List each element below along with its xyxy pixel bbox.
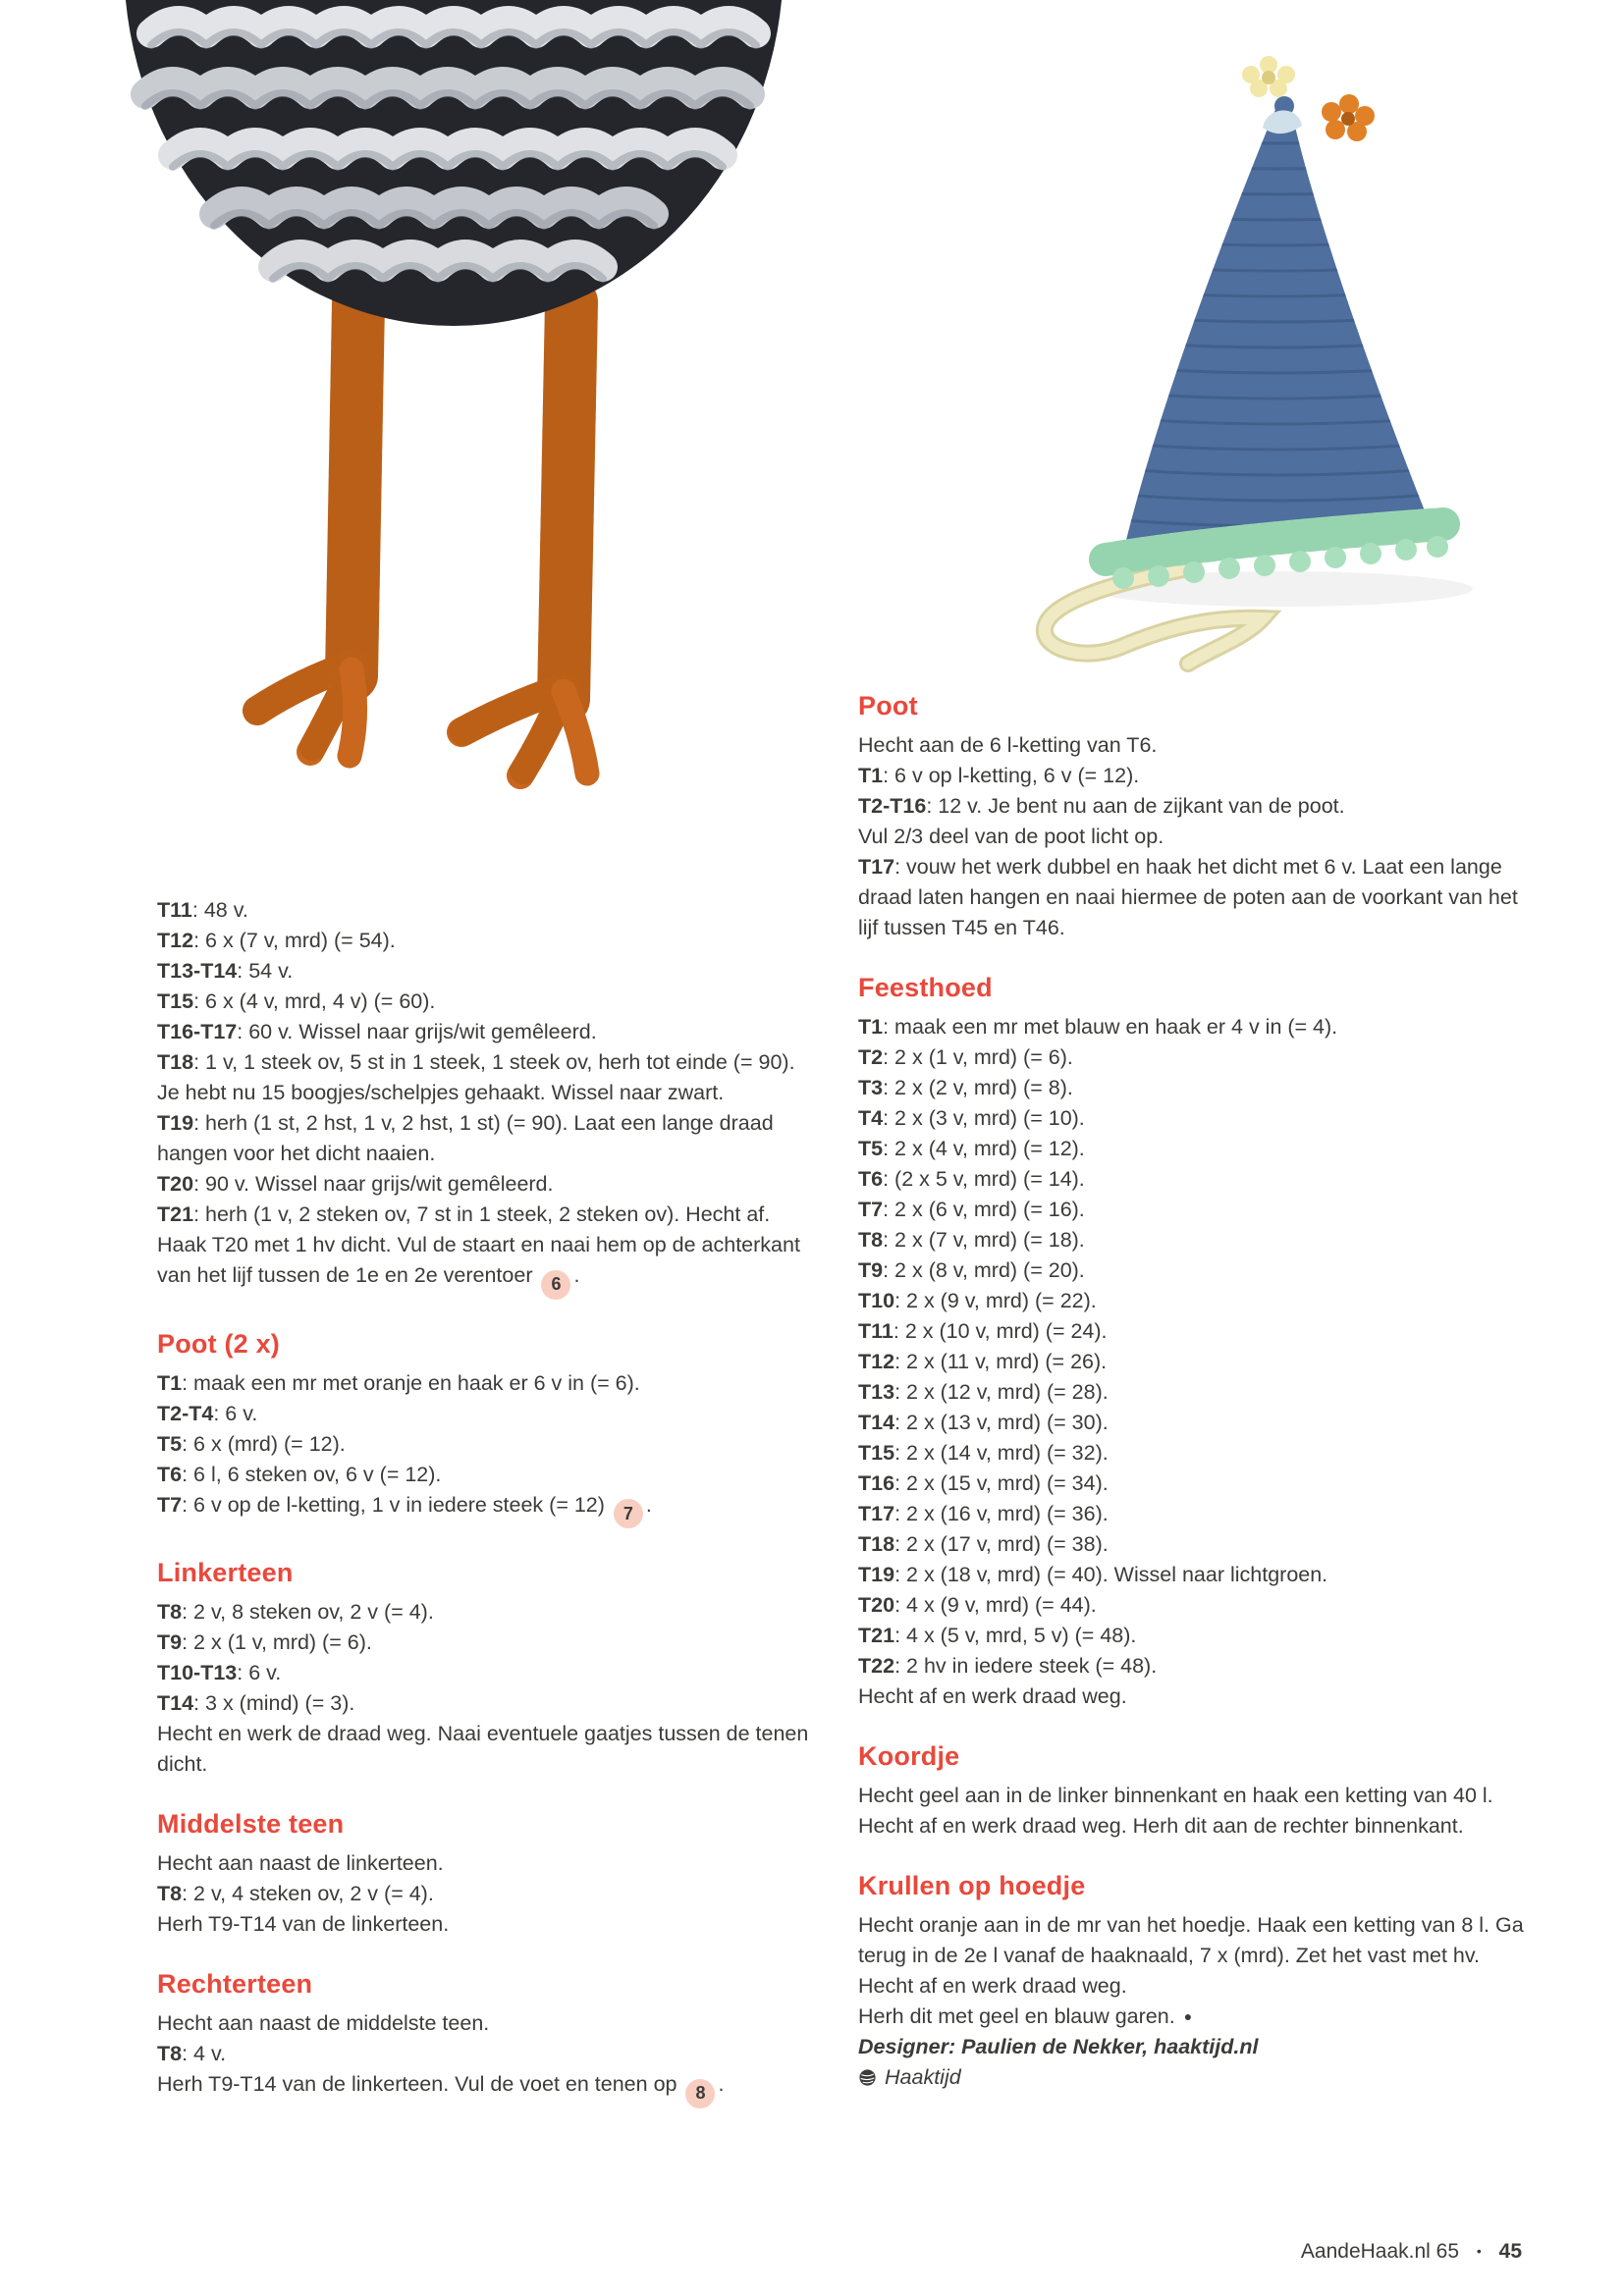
instruction-line: Herh T9-T14 van de linkerteen. Vul de voet en tenen op 8 . <box>157 2069 817 2109</box>
step-label: T6 <box>157 1462 183 1486</box>
step-label: T20 <box>858 1593 895 1617</box>
step-label: T1 <box>858 764 884 787</box>
instruction-line: Hecht aan naast de linkerteen. <box>157 1851 444 1875</box>
instruction-line: T12: 2 x (11 v, mrd) (= 26). <box>858 1350 1108 1373</box>
instruction-line: T7: 2 x (6 v, mrd) (= 16). <box>858 1198 1085 1221</box>
step-label: T9 <box>157 1630 183 1654</box>
hat-flower-yellow <box>1242 56 1295 97</box>
instruction-line: T11: 2 x (10 v, mrd) (= 24). <box>858 1319 1108 1343</box>
step-label: T12 <box>157 929 194 952</box>
instruction-line: T10-T13: 6 v. <box>157 1661 282 1684</box>
instruction-line: T21: herh (1 v, 2 steken ov, 7 st in 1 steek, 2 steken ov). Hecht af. <box>157 1202 771 1226</box>
page-footer <box>0 2240 1522 2264</box>
step-label: T19 <box>858 1563 895 1586</box>
party-hat-illustration <box>1021 37 1492 685</box>
hat-flower-orange <box>1322 94 1375 141</box>
step-label: T10 <box>858 1289 895 1312</box>
instruction-line: T5: 6 x (mrd) (= 12). <box>157 1431 346 1456</box>
instruction-line: T14: 3 x (mind) (= 3). <box>157 1691 355 1715</box>
instruction-line: T21: 4 x (5 v, mrd, 5 v) (= 48). <box>858 1624 1137 1647</box>
instruction-line: T1: maak een mr met oranje en haak er 6 v in (= 6). <box>157 1370 640 1395</box>
step-label: T8 <box>157 1882 183 1905</box>
section-heading: Middelste teen <box>157 1809 345 1839</box>
designer-credit: Designer: Paulien de Nekker, haaktijd.nl <box>858 2035 1259 2058</box>
step-label: T8 <box>858 1228 884 1252</box>
left-column <box>157 895 817 2109</box>
step-label: T14 <box>858 1411 895 1434</box>
end-of-article-mark: ● <box>1183 2008 1193 2024</box>
instruction-line: T12: 6 x (7 v, mrd) (= 54). <box>157 929 396 952</box>
instruction-line: T2: 2 x (1 v, mrd) (= 6). <box>858 1045 1073 1069</box>
instruction-line: T18: 1 v, 1 steek ov, 5 st in 1 steek, 1 steek ov, herh tot einde (= 90). Je hebt nu 15 boogjes/schelpjes gehaakt. Wissel naar zwart. <box>157 1050 795 1104</box>
photo-chicken-legs <box>110 0 817 829</box>
section-heading: Feesthoed <box>858 973 993 1002</box>
instruction-line: T9: 2 x (1 v, mrd) (= 6). <box>157 1630 372 1654</box>
reference-badge: 8 <box>685 2079 715 2109</box>
step-label: T11 <box>858 1319 893 1343</box>
magazine-name: AandeHaak.nl 65 <box>1300 2240 1460 2263</box>
instruction-line: T15: 6 x (4 v, mrd, 4 v) (= 60). <box>157 989 436 1013</box>
hat-tip <box>1263 110 1302 133</box>
instruction-line: T5: 2 x (4 v, mrd) (= 12). <box>858 1137 1085 1160</box>
instruction-line: T7: 6 v op de l-ketting, 1 v in iedere steek (= 12) 7 . <box>157 1490 817 1529</box>
step-label: T17 <box>858 1502 895 1525</box>
reference-badge: 7 <box>614 1499 643 1528</box>
instruction-line: T22: 2 hv in iedere steek (= 48). <box>858 1654 1158 1678</box>
instruction-line: T6: 6 l, 6 steken ov, 6 v (= 12). <box>157 1462 442 1486</box>
instruction-line: T6: (2 x 5 v, mrd) (= 14). <box>858 1167 1085 1191</box>
step-label: T18 <box>858 1532 895 1556</box>
instruction-line: Hecht af en werk draad weg. <box>858 1684 1127 1708</box>
step-label: T8 <box>157 1600 183 1624</box>
instruction-line: Hecht oranje aan in de mr van het hoedje. Haak een ketting van 8 l. Ga terug in de 2e l vanaf de haaknaald, 7 x (mrd). Zet het vast met hv. Hecht af en werk draad weg. <box>858 1913 1524 1998</box>
instruction-line: T18: 2 x (17 v, mrd) (= 38). <box>858 1532 1109 1556</box>
step-label: T2-T4 <box>157 1401 214 1425</box>
instruction-line: Hecht aan de 6 l-ketting van T6. <box>858 733 1158 757</box>
right-column <box>858 691 1526 2096</box>
instruction-line: T16: 2 x (15 v, mrd) (= 34). <box>858 1471 1109 1495</box>
step-label: T18 <box>157 1050 194 1074</box>
photo-party-hat <box>1021 37 1492 685</box>
step-label: T13 <box>858 1380 895 1404</box>
section-heading: Poot (2 x) <box>157 1328 281 1359</box>
instruction-line: T14: 2 x (13 v, mrd) (= 30). <box>858 1411 1109 1434</box>
instruction-line: T13: 2 x (12 v, mrd) (= 28). <box>858 1380 1109 1404</box>
step-label: T14 <box>157 1691 194 1715</box>
step-label: T13-T14 <box>157 959 238 983</box>
step-label: T4 <box>858 1106 884 1130</box>
step-label: T5 <box>157 1431 183 1456</box>
instruction-line: T3: 2 x (2 v, mrd) (= 8). <box>858 1076 1073 1099</box>
section-heading: Koordje <box>858 1741 960 1771</box>
chicken-legs-illustration <box>110 0 817 829</box>
step-label: T10-T13 <box>157 1661 238 1684</box>
instruction-line: Hecht aan naast de middelste teen. <box>157 2011 490 2035</box>
instruction-line: T1: maak een mr met blauw en haak er 4 v in (= 4). <box>858 1015 1338 1039</box>
instruction-line: Herh dit met geel en blauw garen. ● <box>858 2004 1193 2028</box>
instruction-line: T4: 2 x (3 v, mrd) (= 10). <box>858 1106 1085 1130</box>
instruction-line: T13-T14: 54 v. <box>157 959 294 983</box>
instruction-line: Herh T9-T14 van de linkerteen. <box>157 1912 450 1936</box>
section-heading: Krullen op hoedje <box>858 1871 1086 1900</box>
step-label: T2-T16 <box>858 794 927 818</box>
step-label: T20 <box>157 1172 194 1196</box>
instruction-line: T2-T4: 6 v. <box>157 1401 258 1425</box>
instruction-line: T8: 4 v. <box>157 2042 227 2065</box>
instruction-line: Vul 2/3 deel van de poot licht op. <box>858 825 1164 848</box>
step-label: T19 <box>157 1111 194 1135</box>
section-heading: Poot <box>858 691 918 721</box>
instruction-line: T2-T16: 12 v. Je bent nu aan de zijkant van de poot. <box>858 794 1345 818</box>
step-label: T12 <box>858 1350 895 1373</box>
section-heading: Linkerteen <box>157 1558 294 1587</box>
instruction-line: T15: 2 x (14 v, mrd) (= 32). <box>858 1441 1109 1465</box>
instruction-line: T20: 4 x (9 v, mrd) (= 44). <box>858 1593 1097 1617</box>
instruction-line: T17: 2 x (16 v, mrd) (= 36). <box>858 1502 1109 1525</box>
instruction-line: T11: 48 v. <box>157 898 248 922</box>
instruction-line: Hecht en werk de draad weg. Naai eventuele gaatjes tussen de tenen dicht. <box>157 1722 809 1776</box>
chicken-legs <box>257 302 587 775</box>
source-credit: Haaktijd <box>858 2062 1526 2096</box>
step-label: T2 <box>858 1045 884 1069</box>
instruction-line: T16-T17: 60 v. Wissel naar grijs/wit gemêleerd. <box>157 1020 597 1043</box>
step-label: T17 <box>858 855 895 879</box>
instruction-line: T8: 2 x (7 v, mrd) (= 18). <box>858 1228 1085 1252</box>
step-label: T21 <box>858 1624 895 1647</box>
step-label: T22 <box>858 1654 895 1678</box>
step-label: T7 <box>157 1492 183 1517</box>
instruction-line: T20: 90 v. Wissel naar grijs/wit gemêleerd. <box>157 1172 554 1196</box>
step-label: T11 <box>157 898 192 922</box>
instruction-line: T19: herh (1 st, 2 hst, 1 v, 2 hst, 1 st) (= 90). Laat een lange draad hangen voor het dicht naaien. <box>157 1111 774 1165</box>
step-label: T6 <box>858 1167 884 1191</box>
step-label: T16-T17 <box>157 1020 238 1043</box>
instruction-line: T9: 2 x (8 v, mrd) (= 20). <box>858 1258 1085 1282</box>
instruction-line: T19: 2 x (18 v, mrd) (= 40). Wissel naar lichtgroen. <box>858 1563 1328 1586</box>
instruction-line: T8: 2 v, 4 steken ov, 2 v (= 4). <box>157 1882 434 1905</box>
step-label: T3 <box>858 1076 884 1099</box>
footer-bullet: • <box>1476 2243 1482 2259</box>
instruction-line: Hecht geel aan in de linker binnenkant en haak een ketting van 40 l. Hecht af en werk draad weg. Herh dit aan de rechter binnenkant. <box>858 1784 1493 1838</box>
step-label: T15 <box>858 1441 895 1465</box>
step-label: T1 <box>858 1015 884 1039</box>
step-label: T15 <box>157 989 194 1013</box>
step-label: T21 <box>157 1202 194 1226</box>
yarn-ball-icon <box>858 2065 877 2096</box>
section-heading: Rechterteen <box>157 1969 313 1999</box>
page-number: 45 <box>1498 2240 1522 2263</box>
step-label: T8 <box>157 2042 183 2065</box>
step-label: T1 <box>157 1370 183 1395</box>
step-label: T9 <box>858 1258 884 1282</box>
instruction-line: T17: vouw het werk dubbel en haak het dicht met 6 v. Laat een lange draad laten hangen en naai hiermee de poten aan de voorkant van het lijf tussen T45 en T46. <box>858 855 1518 939</box>
step-label: T7 <box>858 1198 884 1221</box>
instruction-line: T10: 2 x (9 v, mrd) (= 22). <box>858 1289 1097 1312</box>
instruction-line: Haak T20 met 1 hv dicht. Vul de staart en naai hem op de achterkant van het lijf tussen de 1e en 2e verentoer 6 . <box>157 1230 817 1300</box>
reference-badge: 6 <box>541 1270 570 1300</box>
step-label: T5 <box>858 1137 884 1160</box>
instruction-line: T8: 2 v, 8 steken ov, 2 v (= 4). <box>157 1600 434 1624</box>
instruction-line: T1: 6 v op l-ketting, 6 v (= 12). <box>858 764 1140 787</box>
step-label: T16 <box>858 1471 895 1495</box>
